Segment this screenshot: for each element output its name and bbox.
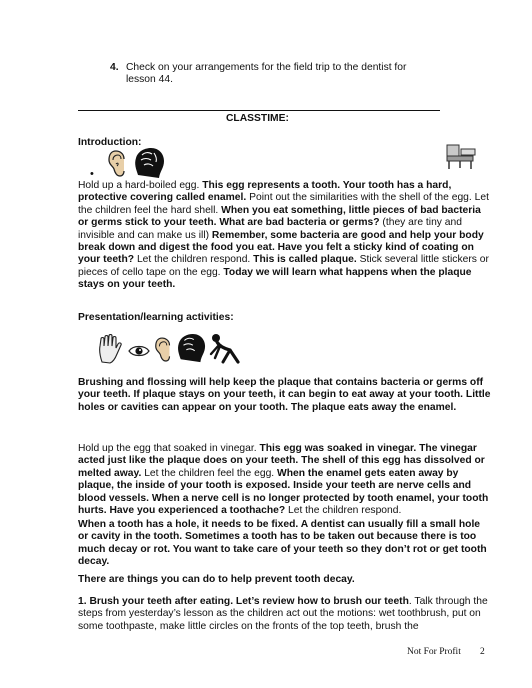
intro-text: This egg represents a tooth. Your tooth has a hard, protective covering called enamel. [78,180,452,204]
paragraph-text: When the enamel gets eaten away by plaque, the inside of your tooth is exposed. Inside your teeth are nerve cells and blood vessels. When a nerve cell is no longer protected by tooth enamel, your tooth hurts. Have you experienced a toothache? [78,467,489,517]
presentation-paragraph-2 [78,443,492,517]
intro-text: Point out the similarities with the shell of the egg. Let the children feel the hard shell. [78,192,489,216]
list-item-number: 4. [110,62,119,73]
head-thinking-icon [175,333,207,363]
classtime-heading: CLASSTIME: [226,113,289,124]
presentation-heading: Presentation/learning activities: [78,312,234,323]
paragraph-text: . Talk through the steps from yesterday’s lesson as the children act out the motions: wet toothbrush, put on some toothpaste, make little circles on the fronts of the top teeth, brush the [78,596,488,632]
footer-label: Not For Profit [407,647,461,657]
paragraph-text: Hold up the egg that soaked in vinegar. [78,443,260,454]
presentation-paragraph-3: When a tooth has a hole, it needs to be fixed. A dentist can usually fill a small hole or cavity in the tooth. Sometimes a tooth has to be taken out because there is too much decay or rot. You want to take care of your teeth so they don’t rot or get tooth decay. [78,519,487,568]
hand-icon [96,334,124,364]
list-item-text: Check on your arrangements for the field trip to the dentist for lesson 44. [126,62,407,86]
intro-bullet: • [90,168,94,180]
classroom-chair-icon [445,141,479,171]
presentation-paragraph-1: Brushing and flossing will help keep the plaque that contains bacteria or germs off your teeth. If plaque stays on your teeth, it can begin to eat away at your tooth. Little holes or cavities can appear on your tooth. The plaque eats away the enamel. [78,377,491,413]
ear-icon [153,336,175,364]
head-thinking-icon [132,147,166,179]
intro-text: Hold up a hard-boiled egg. [78,180,203,191]
presentation-paragraph-4: There are things you can do to help prevent tooth decay. [78,574,355,585]
section-divider [78,110,440,111]
intro-text: Today we will learn what happens when the plaque stays on your teeth. [78,266,472,291]
intro-text: When you eat something, little pieces of bad bacteria or germs stick to your teeth. What are bad bacteria or germs? [78,204,481,229]
presentation-paragraph-5 [78,596,492,633]
intro-text: This is called plaque. [253,254,357,266]
paragraph-text: Let the children respond. [285,505,402,517]
intro-text: Remember, some bacteria are good and help your body break down and digest the food you eat. Have you felt a sticky kind of coating on your teeth? [78,229,484,266]
intro-text: (they are tiny and invisible and can make us ill) [78,217,462,241]
introduction-paragraph [78,180,492,292]
eye-icon [128,344,150,358]
ear-icon [106,150,130,178]
list-item-4 [110,62,440,86]
introduction-heading: Introduction: [78,137,142,148]
stretching-figure-icon [208,332,242,364]
intro-text: Stick several little stickers or pieces of cello tape on the egg. [78,254,489,278]
paragraph-text: This egg was soaked in vinegar. The vinegar acted just like the plaque does on your teeth. The shell of this egg has dissolved or melted away. [78,443,485,479]
paragraph-text: 1. Brush your teeth after eating. Let’s review how to brush our teeth [78,596,409,607]
intro-text: Let the children respond. [134,254,254,266]
page-number: 2 [480,647,485,657]
paragraph-text: Let the children feel the egg. [141,467,278,479]
